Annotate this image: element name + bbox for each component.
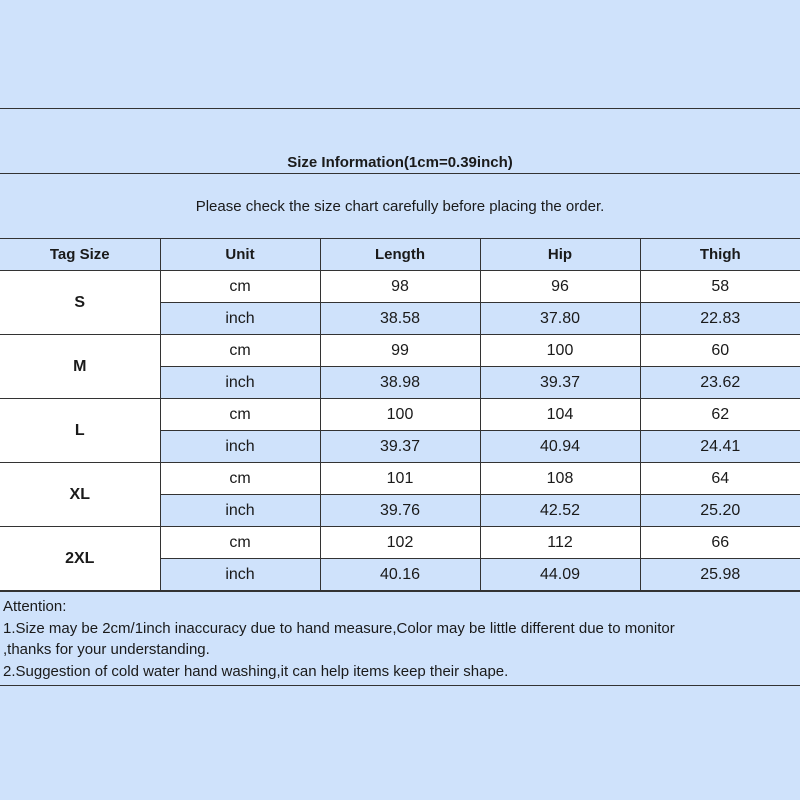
- thigh-cell: 24.41: [640, 431, 800, 463]
- attention-notes: [0, 591, 800, 686]
- attention-line: 1.Size may be 2cm/1inch inaccuracy due to hand measure,Color may be little different due to monitor: [3, 619, 675, 637]
- thigh-cell: 22.83: [640, 303, 800, 335]
- hip-cell: 37.80: [480, 303, 640, 335]
- length-cell: 100: [320, 399, 480, 431]
- table-row: [0, 399, 800, 431]
- unit-cell: inch: [160, 559, 320, 591]
- header-thigh: Thigh: [640, 239, 800, 271]
- tag-size-cell: L: [0, 399, 160, 463]
- hip-cell: 104: [480, 399, 640, 431]
- tag-size-cell: S: [0, 271, 160, 335]
- hip-cell: 44.09: [480, 559, 640, 591]
- attention-line: ,thanks for your understanding.: [3, 641, 210, 658]
- hip-cell: 42.52: [480, 495, 640, 527]
- unit-cell: cm: [160, 335, 320, 367]
- length-cell: 40.16: [320, 559, 480, 591]
- length-cell: 99: [320, 335, 480, 367]
- unit-cell: inch: [160, 367, 320, 399]
- unit-cell: cm: [160, 527, 320, 559]
- header-length: Length: [320, 239, 480, 271]
- size-chart: [0, 108, 800, 686]
- unit-cell: inch: [160, 495, 320, 527]
- unit-cell: inch: [160, 303, 320, 335]
- length-cell: 39.37: [320, 431, 480, 463]
- attention-heading: Attention:: [3, 598, 67, 615]
- unit-cell: cm: [160, 463, 320, 495]
- table-row: [0, 271, 800, 303]
- unit-cell: inch: [160, 431, 320, 463]
- header-hip: Hip: [480, 239, 640, 271]
- chart-title: Size Information(1cm=0.39inch): [0, 109, 800, 174]
- length-cell: 102: [320, 527, 480, 559]
- thigh-cell: 62: [640, 399, 800, 431]
- chart-note: Please check the size chart carefully before placing the order.: [0, 174, 800, 239]
- thigh-cell: 60: [640, 335, 800, 367]
- tag-size-cell: M: [0, 335, 160, 399]
- thigh-cell: 23.62: [640, 367, 800, 399]
- thigh-cell: 66: [640, 527, 800, 559]
- unit-cell: cm: [160, 271, 320, 303]
- unit-cell: cm: [160, 399, 320, 431]
- hip-cell: 108: [480, 463, 640, 495]
- length-cell: 101: [320, 463, 480, 495]
- thigh-cell: 58: [640, 271, 800, 303]
- table-row: [0, 527, 800, 559]
- header-unit: Unit: [160, 239, 320, 271]
- hip-cell: 39.37: [480, 367, 640, 399]
- length-cell: 38.58: [320, 303, 480, 335]
- hip-cell: 96: [480, 271, 640, 303]
- thigh-cell: 25.98: [640, 559, 800, 591]
- length-cell: 39.76: [320, 495, 480, 527]
- length-cell: 38.98: [320, 367, 480, 399]
- hip-cell: 40.94: [480, 431, 640, 463]
- size-table: [0, 239, 800, 591]
- tag-size-cell: 2XL: [0, 527, 160, 591]
- hip-cell: 112: [480, 527, 640, 559]
- table-header-row: [0, 239, 800, 271]
- table-row: [0, 463, 800, 495]
- thigh-cell: 64: [640, 463, 800, 495]
- thigh-cell: 25.20: [640, 495, 800, 527]
- hip-cell: 100: [480, 335, 640, 367]
- table-row: [0, 335, 800, 367]
- header-tag-size: Tag Size: [0, 239, 160, 271]
- length-cell: 98: [320, 271, 480, 303]
- tag-size-cell: XL: [0, 463, 160, 527]
- attention-line: 2.Suggestion of cold water hand washing,it can help items keep their shape.: [3, 662, 509, 680]
